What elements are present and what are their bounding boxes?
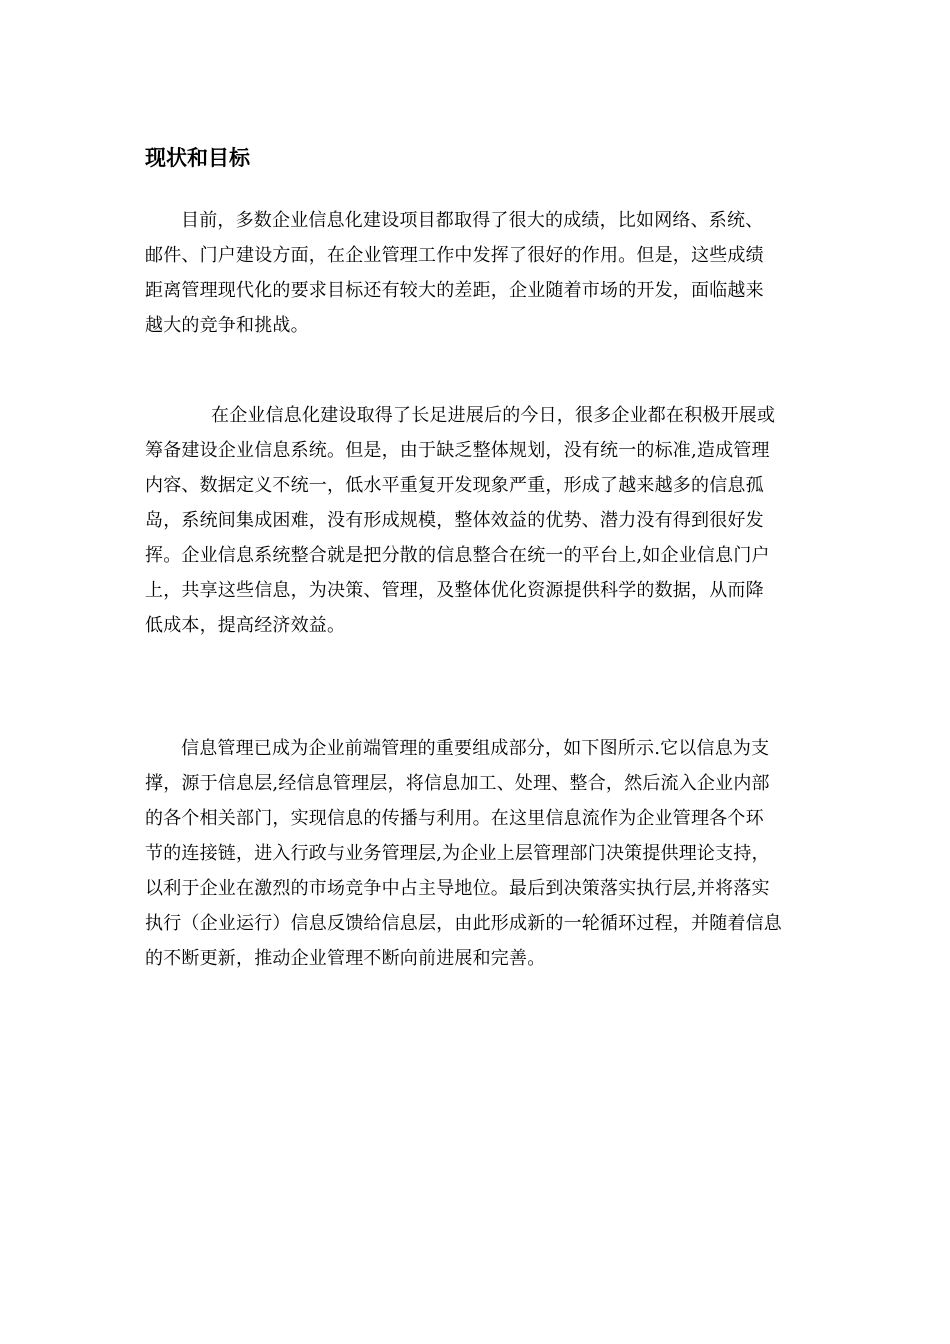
paragraph-line: 岛，系统间集成困难，没有形成规模，整体效益的优势、潜力没有得到很好发 (145, 510, 764, 531)
paragraph-line: 的各个相关部门，实现信息的传播与利用。在这里信息流作为企业管理各个环 (145, 808, 764, 829)
paragraph-line: 挥。企业信息系统整合就是把分散的信息整合在统一的平台上,如企业信息门户 (145, 545, 770, 566)
paragraph-line: 节的连接链，进入行政与业务管理层,为企业上层管理部门决策提供理论支持， (145, 843, 770, 864)
paragraph-line: 撑，源于信息层,经信息管理层，将信息加工、处理、整合，然后流入企业内部 (145, 773, 770, 794)
section-title: 现状和目标 (145, 146, 250, 170)
paragraph-line: 在企业信息化建设取得了长足进展后的今日，很多企业都在积极开展或 (211, 405, 776, 426)
paragraph-line: 目前，多数企业信息化建设项目都取得了很大的成绩，比如网络、系统、 (181, 210, 764, 231)
paragraph-line: 距离管理现代化的要求目标还有较大的差距，企业随着市场的开发，面临越来 (145, 280, 764, 301)
paragraph-line: 越大的竞争和挑战。 (145, 315, 309, 336)
paragraph-2 (145, 398, 810, 643)
paragraph-line: 筹备建设企业信息系统。但是，由于缺乏整体规划，没有统一的标准,造成管理 (145, 440, 770, 461)
paragraph-1 (145, 203, 810, 343)
paragraph-line: 以利于企业在激烈的市场竞争中占主导地位。最后到决策落实执行层,并将落实 (145, 878, 770, 899)
paragraph-line: 低成本，提高经济效益。 (145, 615, 346, 636)
paragraph-line: 的不断更新，推动企业管理不断向前进展和完善。 (145, 948, 546, 969)
paragraph-line: 执行（企业运行）信息反馈给信息层，由此形成新的一轮循环过程，并随着信息 (145, 913, 782, 934)
paragraph-line: 邮件、门户建设方面，在企业管理工作中发挥了很好的作用。但是，这些成绩 (145, 245, 764, 266)
paragraph-3 (145, 731, 810, 976)
paragraph-line: 上，共享这些信息，为决策、管理，及整体优化资源提供科学的数据，从而降 (145, 580, 764, 601)
paragraph-line: 内容、数据定义不统一，低水平重复开发现象严重，形成了越来越多的信息孤 (145, 475, 764, 496)
paragraph-line: 信息管理已成为企业前端管理的重要组成部分，如下图所示.它以信息为支 (181, 738, 770, 759)
